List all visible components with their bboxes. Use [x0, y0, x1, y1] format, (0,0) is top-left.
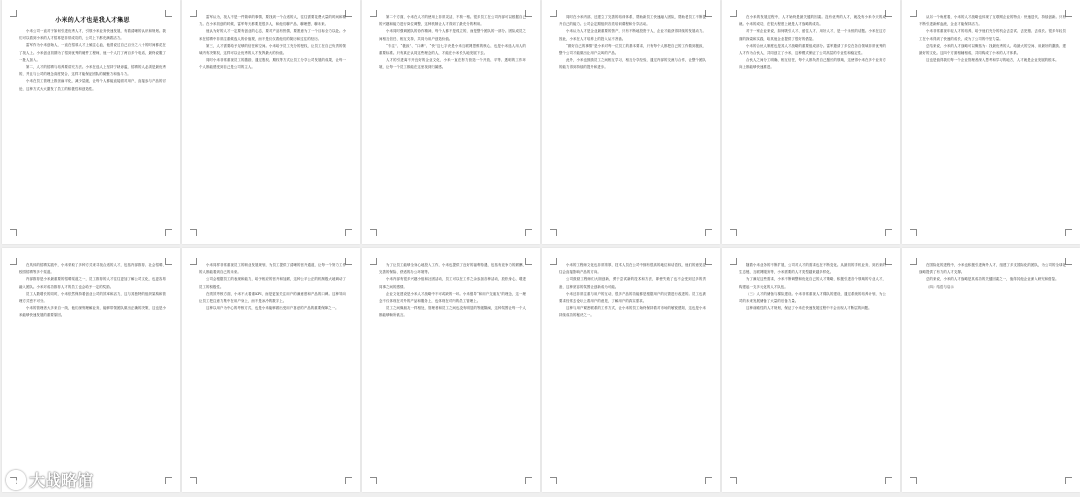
crop-mark	[525, 258, 532, 265]
crop-mark	[550, 258, 557, 265]
paragraph: “专注”、“极致”、“口碑”、“快”这七字诀是小米互联网思维的核心，也是小米选人用人的重要标准。只有真正认同这些理念的人，才能在小米长久地发展下去。	[379, 43, 526, 56]
watermark-logo-icon	[6, 470, 26, 490]
paragraph: 在国际化的进程中，小米也积极引进海外人才，组建了多支国际化的团队，为公司的全球化战略提供了有力的人才支撑。	[919, 263, 1066, 275]
paragraph: “做好自己的事情”是小米对每一位员工的基本要求，只有每个人都把自己的工作做到极致，整个公司才能做出让用户尖叫的产品。	[559, 43, 706, 56]
crop-mark	[345, 258, 352, 265]
paragraph: 这也是值得我们每一个企业管理者深入思考和学习的地方，人才就是企业发展的根本。	[926, 58, 1059, 63]
paragraph: 小米同样非常重视员工的职业发展规划，为员工提供了清晰的晋升通道，让每一个努力工作的人都能看到自己的未来。	[199, 263, 346, 275]
page-thumbnail[interactable]	[542, 248, 720, 492]
crop-mark	[190, 477, 197, 484]
crop-mark	[345, 10, 352, 17]
crop-mark	[10, 258, 17, 265]
watermark	[6, 468, 93, 491]
paragraph: 在小米的发展过程中，人才始终是最关键的因素。没有优秀的人才，就没有小米今天的成就。小米的成功，在很大程度上就是人才战略的成功。	[739, 15, 886, 27]
page-content	[199, 14, 346, 232]
page-content	[559, 262, 706, 480]
paragraph: 小米的管理者大多来自一线，他们深刻理解业务，能够带领团队做出正确的决策，这也是小米能够快速发展的重要原因。	[19, 306, 166, 318]
crop-mark	[910, 258, 917, 265]
page-thumbnail[interactable]	[182, 0, 360, 244]
paragraph: 为了满足这些需求，小米不断调整和优化自己的人才策略，积极引进各个领域的专业人才，构建起一支多元化的人才队伍。	[739, 277, 886, 289]
paragraph: 公司鼓励工程师们大胆创新，勇于尝试新的技术和方法，即使失败了也不会受到过多的责备，这种宽容的氛围让创新成为可能。	[559, 277, 706, 289]
page-content	[919, 262, 1066, 480]
paragraph: 员工之间像朋友一样相处，管理者和员工之间也没有明显的等级隔阂，这种氛围让每一个人都能够畅所欲言。	[379, 306, 526, 318]
page-content	[199, 262, 346, 480]
paragraph: 这种与用户紧密联系的工作方式，让小米的员工始终保持着对市场的敏锐感知，这也是小米持续成功的秘诀之一。	[559, 306, 706, 318]
page-content	[919, 14, 1066, 232]
page-thumbnail[interactable]	[2, 248, 180, 492]
crop-mark	[190, 10, 197, 17]
crop-mark	[525, 10, 532, 17]
paragraph: 员工人数增长的同时，小米依然保持着创业公司的效率和活力，这与其独特的组织架构和管理方式密不可分。	[19, 291, 166, 304]
paragraph: 他认为好的人才一定要有创业的心态，要对产品有热情，要愿意为了一个目标全力以赴。小米在招聘中非常注重候选人的价值观，而不是仅仅看他们的简历和过往的经历。	[199, 29, 346, 41]
crop-mark	[885, 229, 892, 236]
paragraph: 小米非常重视年轻人才的培养，给予他们充分的机会去尝试、去犯错、去成长。很多年轻员工在小米得到了快速的成长，成为了公司的中坚力量。	[919, 29, 1066, 41]
paragraph: 第二，人才的招聘与培养要讲究方法。小米在选人上坚持宁缺毋滥，招聘的人必须是最优秀的，并且与公司的理念高度契合，这样才能保证团队的凝聚力和战斗力。	[19, 65, 166, 77]
crop-mark	[10, 10, 17, 17]
crop-mark	[730, 229, 737, 236]
paragraph: 对于一家企业来说，如何吸引人才、留住人才、用好人才，是一个永恒的话题。小米在这方面的探索和实践，给其他企业提供了很好的借鉴。	[739, 29, 886, 41]
paragraph: 这种以用户为中心的考核方式，也是小米能够做出受用户喜爱的产品的重要保障之一。	[206, 306, 339, 311]
crop-mark	[165, 258, 172, 265]
paragraph: 内部推荐是小米最重要的招聘渠道之一，员工推荐的人才往往更加了解公司文化，也更容易融入团队。小米对成功推荐人才的员工也会给予一定的奖励。	[19, 277, 166, 289]
page-thumbnail[interactable]	[362, 248, 540, 492]
paragraph: 总结来说，小米的人才战略可以概括为：找最优秀的人、给最大的空间、用最好的激励、建最好的文化。这四个方面相辅相成，共同构成了小米的人才体系。	[919, 43, 1066, 56]
watermark-text: 大战略馆	[29, 471, 94, 490]
crop-mark	[370, 477, 377, 484]
paragraph: 从另一个角度看，小米的人才战略也体现了互联网企业的特点：快速迭代、持续创新。只有不断引进新鲜血液，企业才能保持活力。	[919, 15, 1066, 27]
crop-mark	[910, 10, 917, 17]
crop-mark	[165, 10, 172, 17]
crop-mark	[345, 229, 352, 236]
paragraph: （三）人才的储备与梯队建设。小米非常重视人才梯队的建设，通过系统的培养计划，为公司的未来发展储备了大量的后备力量。	[739, 291, 886, 304]
paragraph: 合伙人之间分工明确、相互信任，每个人都负责自己擅长的领域，这使得小米在多个业务方向上都能够快速推进。	[739, 58, 886, 70]
crop-mark	[550, 229, 557, 236]
paragraph: 总的来说，小米的人才战略是其成功的关键因素之一，值得其他企业深入研究和借鉴。	[926, 277, 1059, 282]
page-content	[739, 14, 886, 232]
paragraph: 小米内部有很多兴趣小组和社团活动，员工可以在工作之余参加各种活动，放松身心，增进同事之间的感情。	[379, 277, 526, 289]
paragraph: 同时在小米内部，还建立了完善的培训体系，帮助新员工快速融入团队，帮助老员工不断提升自己的能力。公司会定期组织各类培训课程和分享活动。	[559, 15, 706, 27]
page-content	[19, 262, 166, 480]
paragraph: 小米认为人才是企业最重要的资产，只有不断地投资于人，企业才能获得持续的发展动力。因此，小米在人才培养上的投入从不吝啬。	[559, 29, 706, 41]
paragraph: 人才的引进离不开良好的企业文化，小米一直在努力营造一个开放、平等、透明的工作环境，让每一个员工都能在这里找到归属感。	[379, 58, 526, 70]
crop-mark	[705, 258, 712, 265]
paragraph: 雷军认为，找人不是一件简单的事情，要找到一个合适的人，往往需要花费大量的时间和精力。在小米初创的时候，雷军每天都要见很多人，和他们聊产品、聊理想、聊未来。	[199, 15, 346, 27]
paragraph: 在具体的招聘实践中，小米采取了多种方式来寻找合适的人才，包括内部推荐、社会招聘、校园招聘等多个渠道。	[19, 263, 166, 275]
paragraph: 在绩效考核方面，小米不太看重KPI，而是更加关注用户的满意度和产品的口碑。这种导向让员工把注意力集中在用户身上，而不是冰冷的数字上。	[199, 291, 346, 304]
crop-mark	[550, 10, 557, 17]
paragraph: 小米还非常注重与用户的互动，很多产品的功能都是根据用户的反馈进行改进的。员工也被要求经常去论坛上看用户的意见，了解用户的真实需求。	[559, 291, 706, 304]
crop-mark	[1065, 229, 1072, 236]
crop-mark	[910, 229, 917, 236]
crop-mark	[885, 10, 892, 17]
crop-mark	[525, 477, 532, 484]
paragraph: 小米的工程师文化也非常浓厚，技术人员在公司中拥有很高的地位和话语权，他们的意见往往会直接影响产品的方向。	[559, 263, 706, 275]
crop-mark	[885, 258, 892, 265]
paragraph: 小米的合伙人制度也是其人才战略的重要组成部分。雷军邀请了多位在各自领域非常优秀的人才作为合伙人，共同创立了小米，这种模式保证了公司高层的专业性和稳定性。	[739, 43, 886, 56]
crop-mark	[165, 477, 172, 484]
page-thumbnail[interactable]	[182, 248, 360, 492]
paragraph: 小米同时强调团队的协作精神，每个人都不是孤立的，而是整个团队的一部分。团队成员之间相互信任、相互支持，共同为用户创造价值。	[379, 29, 526, 41]
page-content	[19, 14, 166, 232]
crop-mark	[730, 10, 737, 17]
page-thumbnail[interactable]	[2, 0, 180, 244]
paragraph: 为了让员工能够全身心地投入工作，小米也提供了良好的福利待遇，包括有竞争力的薪酬、完善的保险、舒适的办公环境等。	[379, 263, 526, 275]
page-thumbnail[interactable]	[542, 0, 720, 244]
crop-mark	[525, 229, 532, 236]
page-thumbnail[interactable]	[902, 248, 1080, 492]
paragraph: 雷军作为小米创始人，一直在招募人才上倾注心血，他曾说过自己百分之八十的时间都花在了找人上。小米创业初期为了招到优秀的硬件工程师，他一个人打了两百多个电话，最终说服了一批人加入。	[19, 43, 166, 62]
page-content	[379, 262, 526, 480]
crop-mark	[910, 477, 917, 484]
crop-mark	[165, 229, 172, 236]
paragraph: 随着小米业务的不断扩展，公司对人才的需求也在不断变化。从最初的手机业务，到后来的生态链、互联网服务等，小米需要的人才类型越来越多样化。	[739, 263, 886, 275]
crop-mark	[705, 229, 712, 236]
crop-mark	[730, 477, 737, 484]
document-title: 小米的人才也是我人才集思	[55, 17, 130, 24]
crop-mark	[705, 477, 712, 484]
crop-mark	[10, 229, 17, 236]
paragraph: 这种前瞻性的人才规划，保证了小米在快速发展过程中不会出现人才断层的问题。	[746, 306, 872, 311]
page-content	[379, 14, 526, 232]
page-thumbnail[interactable]	[362, 0, 540, 244]
crop-mark	[345, 477, 352, 484]
crop-mark	[1065, 258, 1072, 265]
document-page-grid	[2, 0, 1080, 497]
paragraph: 小米公司一直对于如何引进优秀人才，引领小米业务快速发展，有着清晰的认识和规划。我们可以看到小米的人才招募是非常成功的，公司上下都充满着活力。	[19, 29, 166, 41]
paragraph: 企业文化建设是小米人才战略中不可或缺的一环。小米倡导“和用户交朋友”的理念，这一理念不仅体现在对外的产品和服务上，也体现在对内的员工管理上。	[379, 291, 526, 304]
paragraph: 第三，人才需要给予足够的信任和空间。小米给予员工充分的授权，让员工在自己负责的领域内有决策权，这样可以让优秀的人才发挥最大的价值。	[199, 43, 346, 56]
crop-mark	[1065, 10, 1072, 17]
crop-mark	[705, 10, 712, 17]
page-thumbnail[interactable]	[722, 248, 900, 492]
paragraph: （四）结语与启示	[926, 284, 954, 289]
paragraph: 第二个方面，小米在人才的使用上非常灵活，不拘一格。很多员工在公司内部可以根据自己的兴趣和能力进行岗位调整，这种机制让人才得到了最充分的利用。	[379, 15, 526, 27]
crop-mark	[885, 477, 892, 484]
crop-mark	[190, 258, 197, 265]
crop-mark	[190, 229, 197, 236]
crop-mark	[1065, 477, 1072, 484]
crop-mark	[370, 229, 377, 236]
page-content	[739, 262, 886, 480]
page-thumbnail[interactable]	[902, 0, 1080, 244]
page-content	[559, 14, 706, 232]
page-thumbnail[interactable]	[722, 0, 900, 244]
crop-mark	[370, 258, 377, 265]
crop-mark	[370, 10, 377, 17]
crop-mark	[550, 477, 557, 484]
paragraph: 公司会根据员工的表现和能力，给予相应的晋升和加薪，这种公平公正的机制极大地调动了员工的积极性。	[199, 277, 346, 289]
crop-mark	[730, 258, 737, 265]
paragraph: 此外，小米也鼓励员工之间相互学习，相互分享经验，通过内部的交流与合作，让整个团队的能力得到持续的提升和进步。	[559, 58, 706, 70]
paragraph: 小米在员工管理上推崇扁平化，减少层级，让每个人都能直接面对用户，直接参与产品的讨论，这种方式大大激发了员工的积极性和创造性。	[19, 79, 166, 91]
paragraph: 同时小米非常重视员工的激励，通过股权、期权等方式让员工分享公司发展的成果，让每一个人都能感受到自己是公司的主人。	[199, 58, 346, 70]
